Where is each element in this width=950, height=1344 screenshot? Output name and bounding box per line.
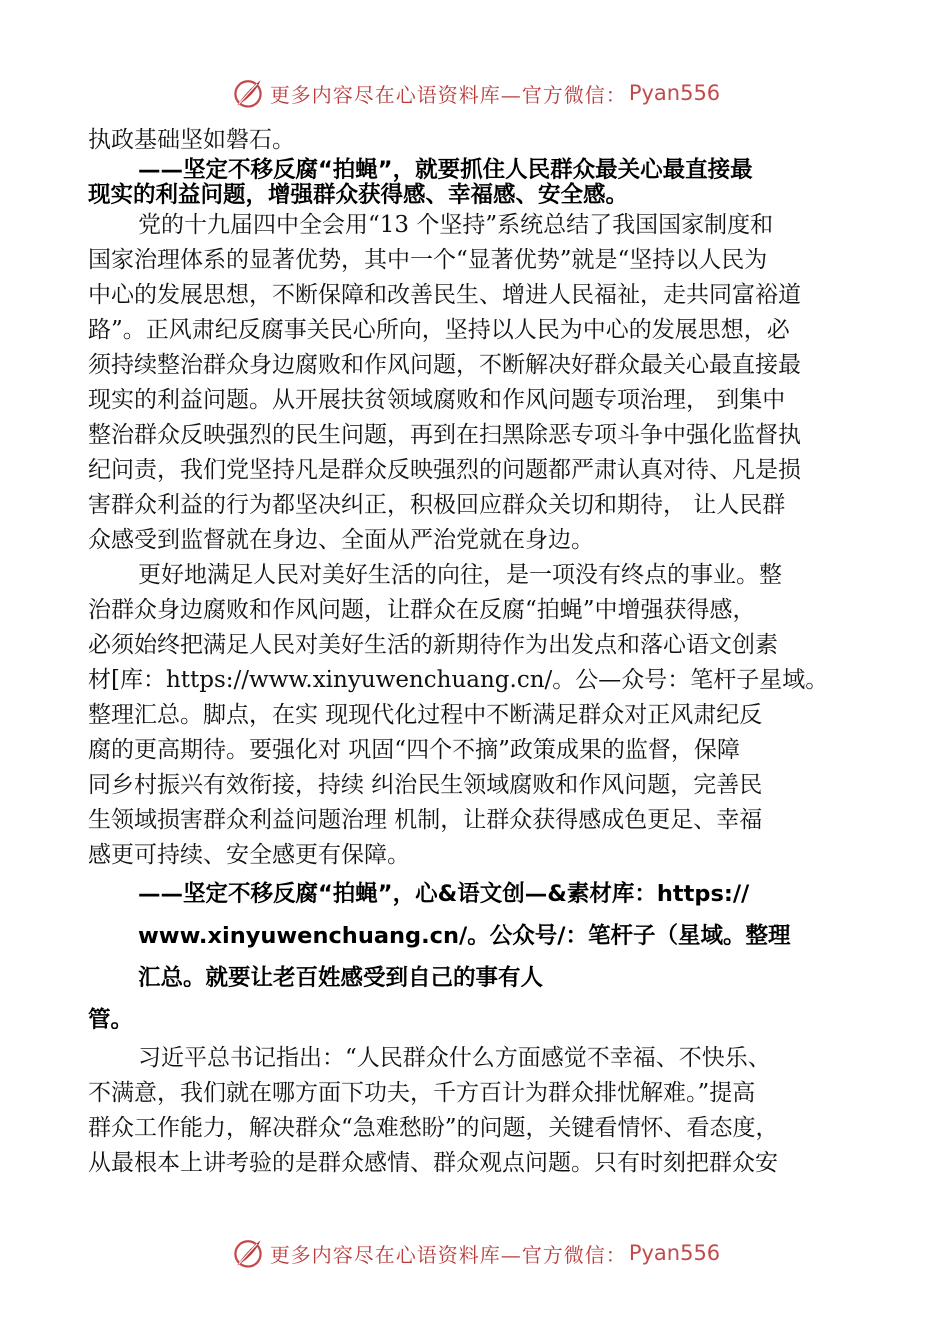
text-line: 必须始终把满足人民对美好生活的新期待作为出发点和落心语文创素 <box>88 632 778 658</box>
heading-line: ——坚定不移反腐“拍蝇”，心&语文创—&素材库：https:// <box>138 881 750 907</box>
feather-logo-icon <box>230 75 266 111</box>
document-body <box>88 123 888 1181</box>
text-line: 腐的更高期待。要强化对 巩固“四个不摘”政策成果的监督，保障 <box>88 737 740 763</box>
heading-line: 管。 <box>88 1007 134 1033</box>
text-line: 从最根本上讲考验的是群众感情、群众观点问题。只有时刻把群众安 <box>88 1150 778 1176</box>
text-line: 更好地满足人民对美好生活的向往，是一项没有终点的事业。整 <box>138 562 782 588</box>
text-line: 中心的发展思想，不断保障和改善民生、增进人民福祉，走共同富裕道 <box>88 282 801 308</box>
text-line: 现实的利益问题。从开展扶贫领域腐败和作风问题专项治理， 到集中 <box>88 387 786 413</box>
heading-line: 现实的利益问题，增强群众获得感、幸福感、安全感。 <box>88 182 629 208</box>
text-line: 生领域损害群众利益问题治理 机制，让群众获得感成色更足、幸福 <box>88 807 763 833</box>
header-watermark <box>0 71 950 115</box>
text-line: 群众工作能力，解决群众“急难愁盼”的问题，关键看情怀、看态度， <box>88 1115 779 1141</box>
text-line: 材[库：https://www.xinyuwenchuang.cn/。公—众号：笔杆子星域。 <box>88 667 829 693</box>
watermark-text: 更多内容尽在心语资料库—官方微信： <box>269 1242 627 1267</box>
text-line: 同乡村振兴有效衔接，持续 纠治民生领域腐败和作风问题，完善民 <box>88 772 763 798</box>
heading-line: www.xinyuwenchuang.cn/。公众号/：笔杆子（星域。整理 <box>138 923 791 949</box>
heading-line: 汇总。就要让老百姓感受到自己的事有人 <box>138 965 544 991</box>
watermark-account: Pyan556 <box>628 81 721 105</box>
text-line: 众感受到监督就在身边、全面从严治党就在身边。 <box>88 527 594 553</box>
text-line: 习近平总书记指出：“人民群众什么方面感觉不幸福、不快乐、 <box>138 1045 771 1071</box>
watermark-account: Pyan556 <box>628 1241 721 1265</box>
text-line: 国家治理体系的显著优势，其中一个“显著优势”就是“坚持以人民为 <box>88 247 768 273</box>
feather-logo-icon <box>230 1235 266 1271</box>
text-line: 害群众利益的行为都坚决纠正，积极回应群众关切和期待， 让人民群 <box>88 492 786 518</box>
heading-line: ——坚定不移反腐“拍蝇”，就要抓住人民群众最关心最直接最 <box>138 157 753 183</box>
text-line: 路”。正风肃纪反腐事关民心所向，坚持以人民为中心的发展思想，必 <box>88 317 790 343</box>
text-line: 党的十九届四中全会用“13 个坚持”系统总结了我国国家制度和 <box>138 212 774 238</box>
text-line: 整理汇总。脚点，在实 现现代化过程中不断满足群众对正风肃纪反 <box>88 702 763 728</box>
text-line: 须持续整治群众身边腐败和作风问题，不断解决好群众最关心最直接最 <box>88 352 801 378</box>
text-line: 整治群众反映强烈的民生问题，再到在扫黑除恶专项斗争中强化监督执 <box>88 422 801 448</box>
text-line: 治群众身边腐败和作风问题，让群众在反腐“拍蝇”中增强获得感， <box>88 597 756 623</box>
text-line: 纪问责，我们党坚持凡是群众反映强烈的问题都严肃认真对待、凡是损 <box>88 457 801 483</box>
watermark-text: 更多内容尽在心语资料库—官方微信： <box>269 82 627 107</box>
footer-watermark <box>0 1231 950 1275</box>
text-line: 不满意，我们就在哪方面下功夫，千方百计为群众排忧解难。”提高 <box>88 1080 756 1106</box>
text-line: 执政基础坚如磐石。 <box>88 127 295 153</box>
text-line: 感更可持续、安全感更有保障。 <box>88 842 410 868</box>
